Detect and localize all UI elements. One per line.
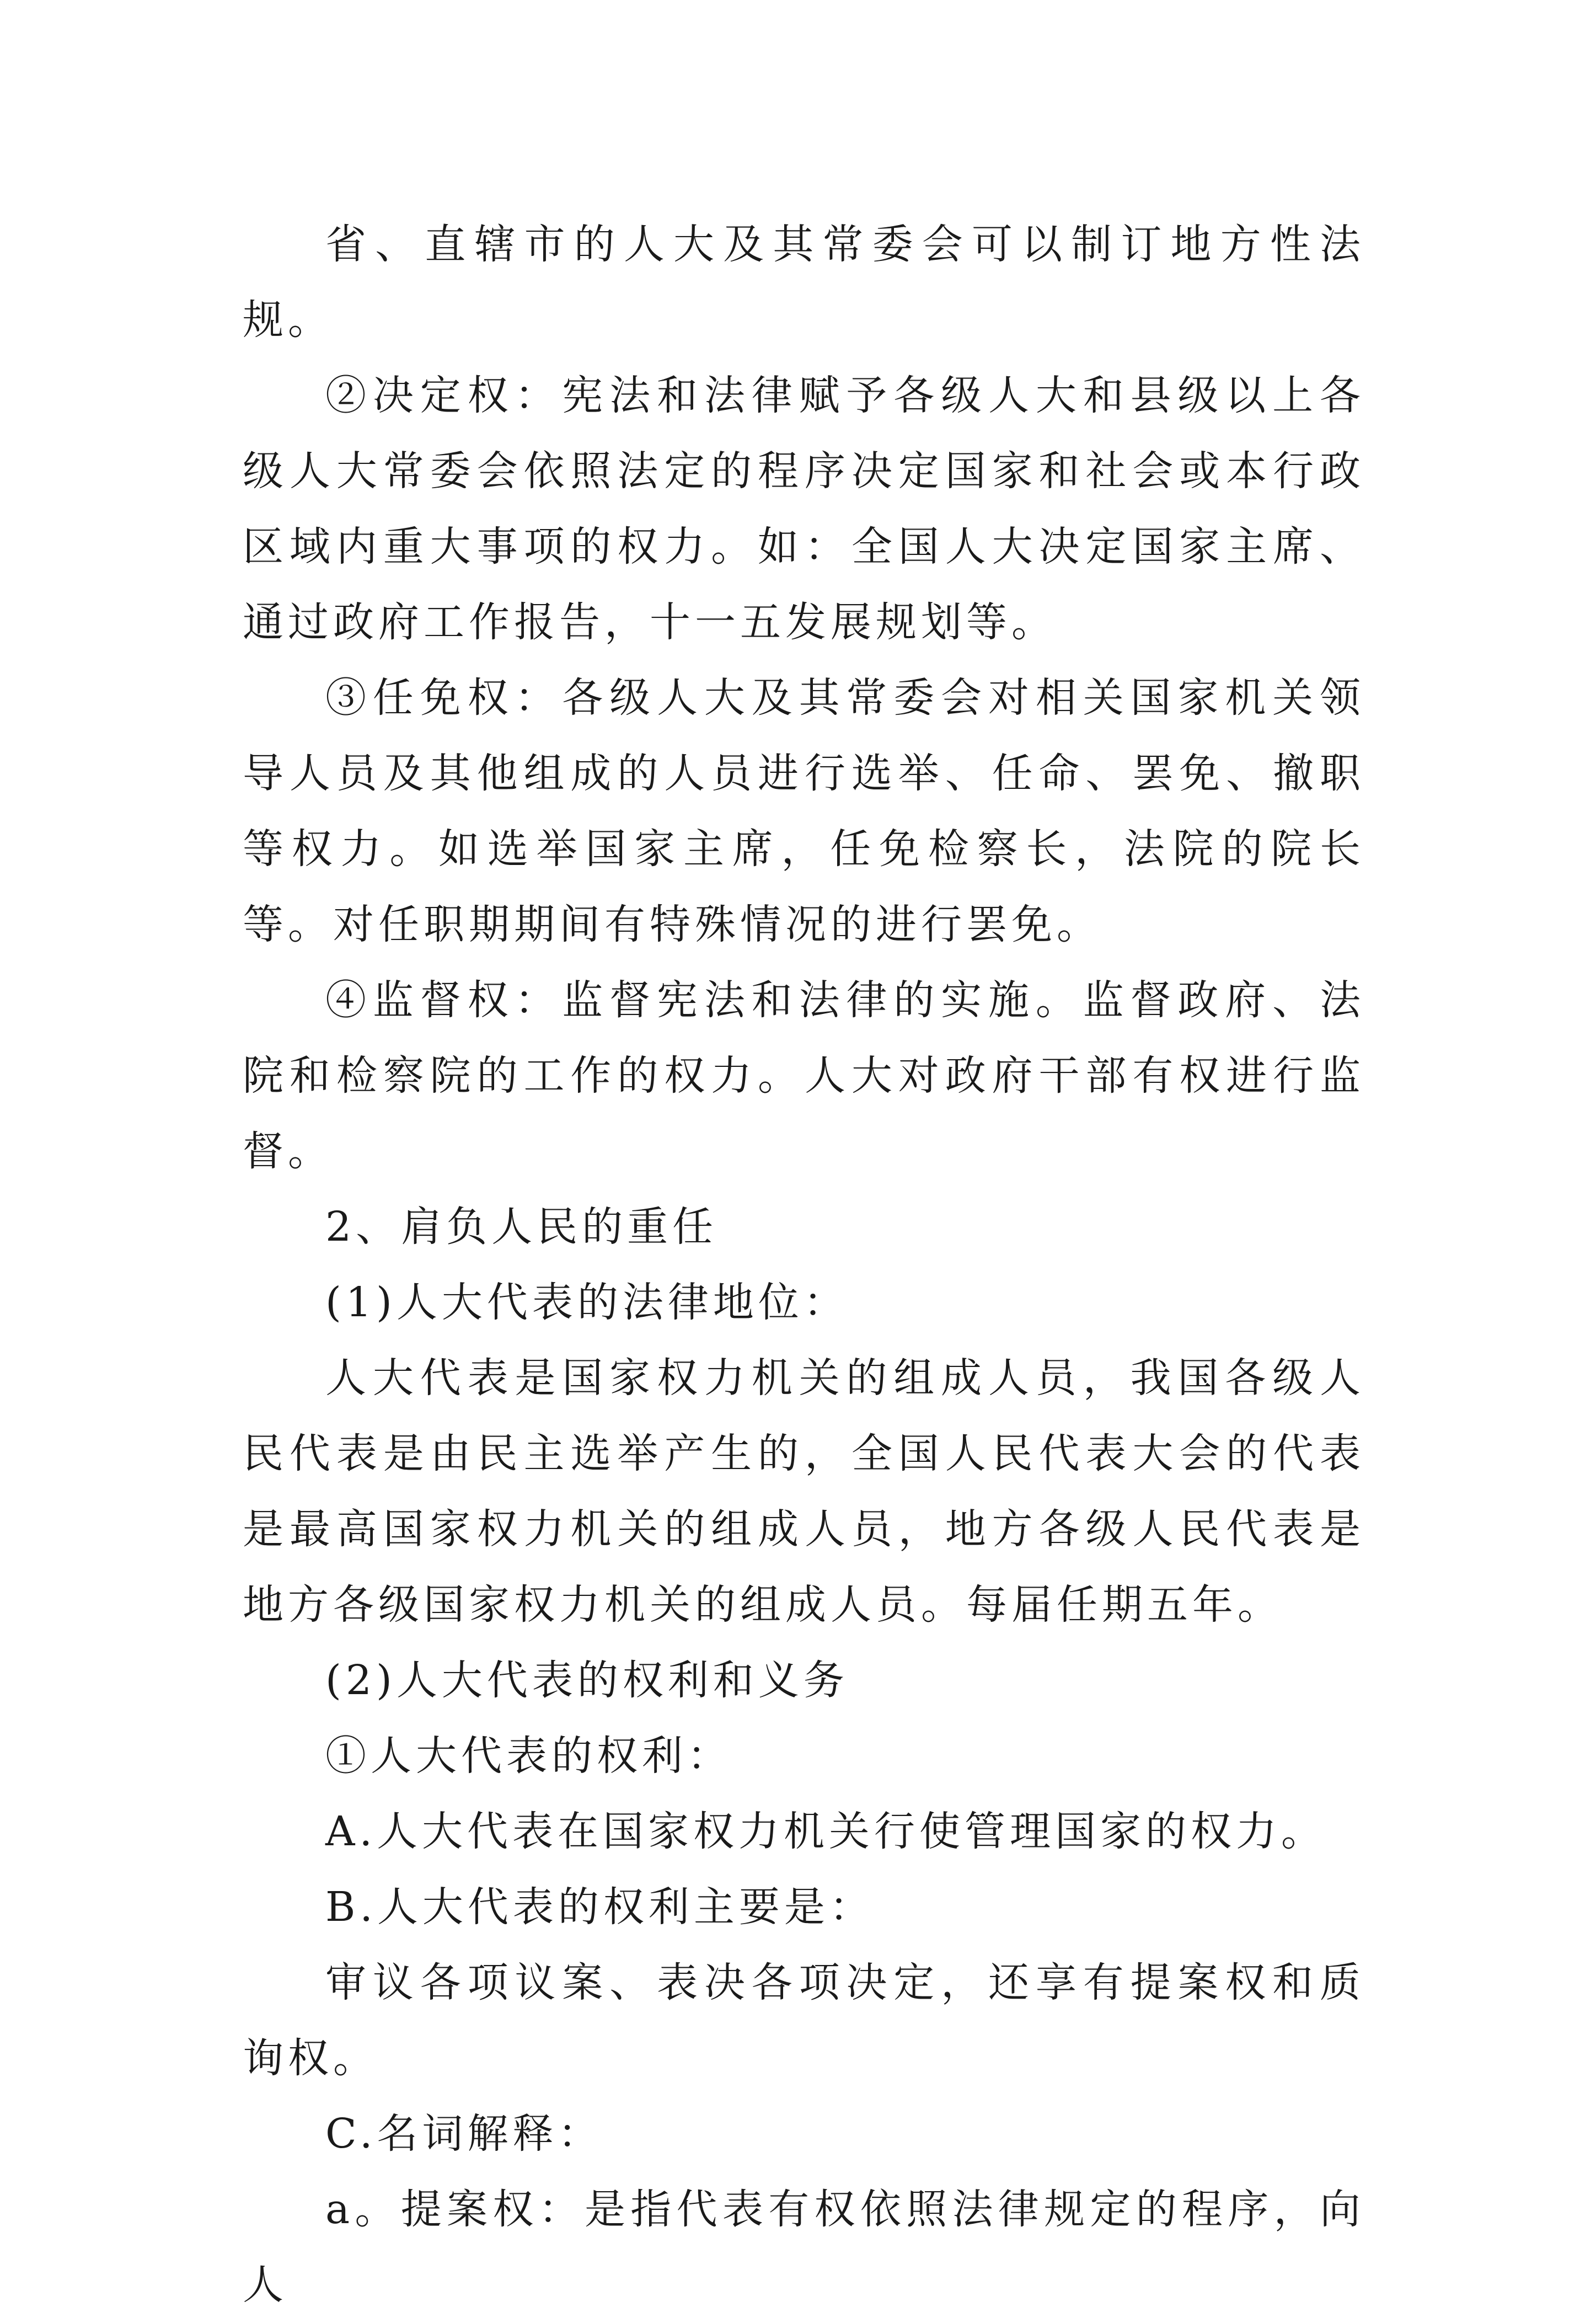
paragraph-local-regulations: 省、直辖市的人大及其常委会可以制订地方性法规。: [243, 221, 1365, 344]
paragraph-deliberation: 审议各项议案、表决各项决定，还享有提案权和质询权。: [243, 1959, 1365, 2082]
document-body: [243, 207, 1365, 2323]
list-item-c: C.名词解释：: [325, 2110, 603, 2158]
subheading-rights: ①人大代表的权利：: [325, 1732, 732, 1780]
subheading-legal-status: (1)人大代表的法律地位：: [325, 1279, 849, 1326]
paragraph-appointment-power: ③任免权：各级人大及其常委会对相关国家机关领导人员及其他组成的人员进行选举、任命、罢免、撤职等权力。如选举国家主席，任免检察长，法院的院长等。对任职期期间有特殊情况的进行罢免。: [243, 674, 1365, 948]
list-item-b: B.人大代表的权利主要是：: [325, 1883, 875, 1931]
paragraph-proposal-right: a。提案权：是指代表有权依照法律规定的程序，向人: [243, 2186, 1365, 2309]
paragraph-supervision-power: ④监督权：监督宪法和法律的实施。监督政府、法院和检察院的工作的权力。人大对政府干部有权进行监督。: [243, 976, 1365, 1175]
paragraph-legal-status: 人大代表是国家权力机关的组成人员，我国各级人民代表是由民主选举产生的，全国人民代表大会的代表是最高国家权力机关的组成人员，地方各级人民代表是地方各级国家权力机关的组成人员。每届任期五年。: [243, 1354, 1365, 1628]
list-item-a: A.人大代表在国家权力机关行使管理国家的权力。: [325, 1808, 1326, 1855]
subheading-rights-duties: (2)人大代表的权利和义务: [325, 1657, 849, 1704]
paragraph-decision-power: ②决定权：宪法和法律赋予各级人大和县级以上各级人大常委会依照法定的程序决定国家和社会或本行政区域内重大事项的权力。如：全国人大决定国家主席、通过政府工作报告，十一五发展规划等。: [243, 372, 1365, 646]
section-heading-responsibility: 2、肩负人民的重任: [325, 1203, 718, 1251]
